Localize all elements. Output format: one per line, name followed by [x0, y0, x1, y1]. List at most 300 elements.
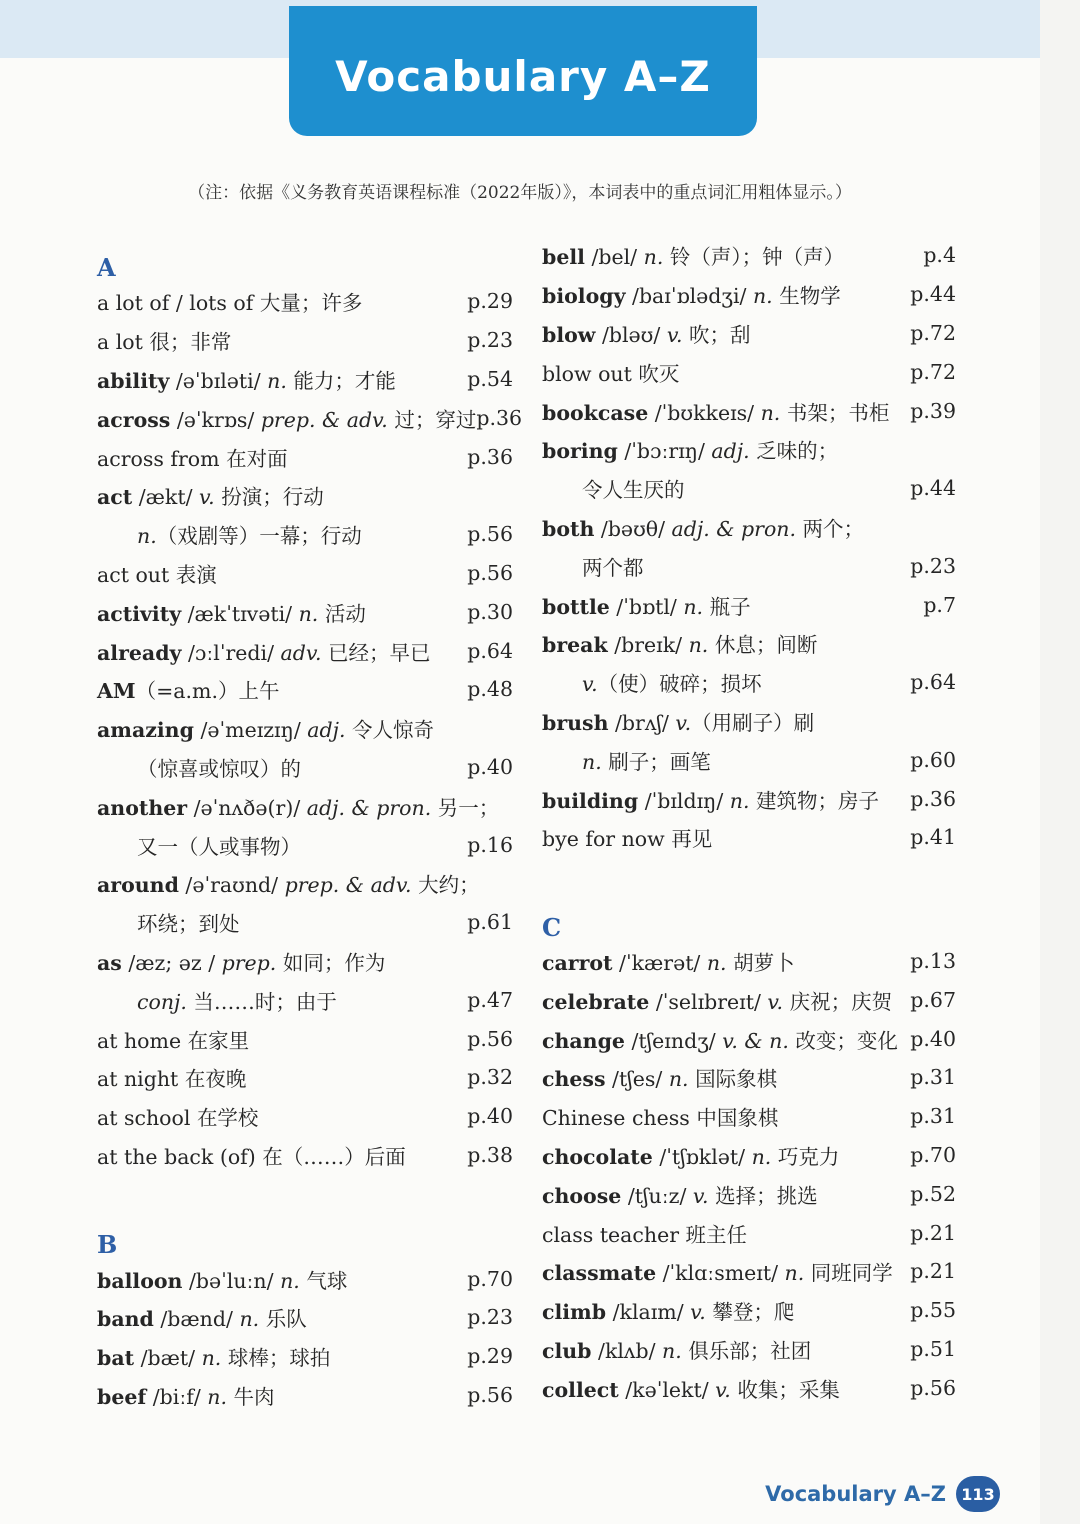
- definition: 两个；: [796, 516, 865, 541]
- definition: 过；穿过: [387, 407, 477, 432]
- part-of-speech: n.: [706, 950, 727, 975]
- definition: 令人惊奇: [345, 718, 434, 743]
- page-number-badge: 113: [956, 1476, 1000, 1512]
- definition: at the back (of) 在（……）后面: [97, 1144, 406, 1169]
- headword: both: [542, 516, 595, 541]
- page-ref: p.64: [910, 670, 956, 695]
- definition: at school 在学校: [97, 1106, 259, 1131]
- entry-continuation: [97, 903, 513, 942]
- page-ref: p.32: [467, 1065, 513, 1090]
- headword: as: [97, 950, 122, 975]
- headword: AM: [97, 679, 136, 704]
- definition: 攀登；爬: [705, 1300, 795, 1325]
- phonetic: /tʃeɪndʒ/: [624, 1028, 723, 1053]
- headword: choose: [542, 1183, 622, 1208]
- definition: 又一（人或事物）: [137, 834, 301, 859]
- part-of-speech: n.: [582, 749, 602, 774]
- headword: classmate: [542, 1261, 657, 1286]
- vocab-entry: [97, 321, 513, 360]
- vocab-entry: [542, 236, 956, 275]
- phonetic: /ˈbɒtl/: [609, 594, 684, 619]
- definition: 乐队: [259, 1307, 307, 1332]
- definition: 如同；作为: [276, 950, 386, 975]
- entry-text: [542, 1256, 893, 1286]
- vocab-entry: [542, 508, 956, 547]
- vocab-entry: [97, 398, 523, 437]
- headword: bell: [542, 245, 585, 270]
- page-ref: p.72: [910, 359, 956, 384]
- headword: chess: [542, 1067, 606, 1092]
- page-ref: p.13: [910, 948, 956, 973]
- page-ref: p.70: [910, 1142, 956, 1167]
- definition: 改变；变化: [788, 1028, 898, 1053]
- entry-text: [542, 279, 841, 309]
- entry-text: [542, 434, 838, 464]
- part-of-speech: n.: [280, 1268, 300, 1293]
- entry-text: [542, 473, 685, 503]
- page-ref: p.56: [467, 560, 513, 585]
- part-of-speech: adj.: [711, 439, 750, 464]
- vocab-entry: [542, 818, 956, 857]
- entry-text: [97, 442, 288, 472]
- part-of-speech: v.: [199, 485, 215, 510]
- phonetic: /ækˈtɪvəti/: [181, 601, 299, 626]
- entry-text: [97, 403, 476, 433]
- phonetic: /baɪˈɒlədʒi/: [625, 284, 753, 309]
- page-ref: p.23: [467, 328, 513, 353]
- vocab-entry: [542, 702, 956, 741]
- page-ref: p.38: [467, 1142, 513, 1167]
- definition: 牛肉: [227, 1384, 275, 1409]
- definition: 当……时；由于: [186, 989, 337, 1014]
- vocab-entry: [542, 314, 956, 353]
- headword: bat: [97, 1346, 135, 1371]
- definition: 环绕；到处: [137, 912, 240, 937]
- phonetic: /bəˈluːn/: [182, 1268, 281, 1293]
- vocab-entry: [97, 1058, 513, 1097]
- entry-text: [542, 240, 844, 270]
- entry-text: [97, 636, 431, 666]
- definition: Chinese chess 中国象棋: [542, 1106, 779, 1131]
- page-ref: p.72: [910, 320, 956, 345]
- headword: brush: [542, 710, 609, 735]
- vocab-entry: [97, 437, 513, 476]
- vocab-entry: [542, 1019, 956, 1058]
- phonetic: /ˈklɑːsmeɪt/: [656, 1261, 785, 1286]
- entry-text: [542, 706, 814, 736]
- headword: building: [542, 788, 639, 813]
- definition: a lot 很；非常: [97, 330, 232, 355]
- entry-text: [97, 1024, 249, 1054]
- section-gap: [97, 1174, 513, 1213]
- page-ref: p.21: [910, 1259, 956, 1284]
- page-ref: p.55: [910, 1298, 956, 1323]
- phonetic: /əˈraʊnd/: [178, 873, 285, 898]
- part-of-speech: n.: [239, 1307, 260, 1332]
- headword: act: [97, 485, 133, 510]
- entry-text: [542, 1024, 898, 1054]
- vocab-entry: [97, 670, 513, 709]
- page-ref: p.47: [467, 987, 513, 1012]
- entry-text: [97, 674, 279, 704]
- headword: boring: [542, 439, 618, 464]
- definition: （使）破碎；损坏: [597, 672, 762, 697]
- entry-text: [542, 1295, 794, 1325]
- part-of-speech: n.: [683, 594, 704, 619]
- entry-continuation: [97, 748, 513, 787]
- entry-text: [97, 286, 362, 316]
- phonetic: /ækt/: [132, 485, 200, 510]
- left-column: [97, 236, 523, 1414]
- phonetic: /bləʊ/: [595, 322, 667, 347]
- part-of-speech: n.: [760, 400, 781, 425]
- vocab-entry: [542, 430, 956, 469]
- entry-text: [542, 396, 889, 426]
- entry-text: [97, 868, 480, 898]
- phonetic: /ˈbɪldɪŋ/: [638, 788, 730, 813]
- vocab-entry: [542, 275, 956, 314]
- vocab-entry: [97, 592, 513, 631]
- definition: 铃（声）；钟（声）: [663, 245, 845, 270]
- entry-text: [542, 822, 712, 852]
- phonetic: /bæt/: [134, 1346, 202, 1371]
- vocab-entry: [97, 282, 513, 321]
- entry-text: [542, 318, 751, 348]
- page-ref: p.40: [467, 754, 513, 779]
- phonetic: /ˈselɪbreɪt/: [649, 989, 768, 1014]
- section-gap: [542, 857, 956, 896]
- page-ref: p.44: [910, 282, 956, 307]
- headword: bottle: [542, 594, 610, 619]
- vocab-entry: [542, 1330, 956, 1369]
- part-of-speech: conj.: [137, 989, 187, 1014]
- vocab-entry: [542, 1174, 956, 1213]
- part-of-speech: prep. & adv.: [284, 873, 412, 898]
- vocab-entry: [97, 786, 513, 825]
- page-ref: p.31: [910, 1104, 956, 1129]
- page-ref: p.39: [910, 398, 956, 423]
- entry-text: [97, 558, 217, 588]
- part-of-speech: v. & n.: [722, 1028, 789, 1053]
- definition: 胡萝卜: [726, 950, 795, 975]
- part-of-speech: n.: [207, 1384, 228, 1409]
- phonetic: /ˈkærət/: [612, 950, 707, 975]
- entry-text: [97, 1140, 406, 1170]
- entry-continuation: [97, 980, 513, 1019]
- vocab-entry: [97, 1298, 513, 1337]
- part-of-speech: n.: [668, 1067, 689, 1092]
- entry-text: [542, 512, 864, 542]
- definition: act out 表演: [97, 562, 217, 587]
- definition: 能力；才能: [286, 368, 396, 393]
- entry-text: [542, 1218, 747, 1248]
- entry-text: [97, 830, 301, 860]
- entry-text: [542, 357, 679, 387]
- part-of-speech: n.: [729, 788, 750, 813]
- vocab-entry: [97, 1337, 513, 1376]
- part-of-speech: n.: [201, 1346, 222, 1371]
- vocab-entry: [97, 631, 513, 670]
- section-letter-row: [97, 236, 513, 282]
- definition: a lot of / lots of 大量；许多: [97, 291, 363, 316]
- headword: collect: [542, 1377, 619, 1402]
- entry-text: [97, 1302, 307, 1332]
- part-of-speech: prep.: [221, 950, 277, 975]
- phonetic: /breɪk/: [607, 633, 689, 658]
- definition: class teacher 班主任: [542, 1222, 748, 1247]
- headword: biology: [542, 284, 626, 309]
- page-ref: p.54: [467, 366, 513, 391]
- page-ref: p.4: [923, 243, 956, 268]
- part-of-speech: adj. & pron.: [306, 795, 432, 820]
- entry-text: [542, 667, 762, 697]
- phonetic: /æz; əz /: [121, 950, 222, 975]
- entry-text: [542, 1179, 818, 1209]
- entry-text: [97, 364, 396, 394]
- page-ref: p.40: [910, 1026, 956, 1051]
- headword: balloon: [97, 1268, 183, 1293]
- vocab-entry: [542, 1136, 956, 1175]
- phonetic: /bəʊθ/: [594, 516, 672, 541]
- page-ref: p.56: [467, 1382, 513, 1407]
- page-ref: p.41: [910, 825, 956, 850]
- definition: 同班同学: [804, 1261, 893, 1286]
- vocab-entry: [542, 779, 956, 818]
- definition: 大约；: [411, 873, 480, 898]
- definition: 乏味的；: [749, 439, 839, 464]
- page-ref: p.70: [467, 1266, 513, 1291]
- headword: carrot: [542, 950, 613, 975]
- page-ref: p.7: [923, 592, 956, 617]
- headword: blow: [542, 322, 596, 347]
- headword: climb: [542, 1300, 607, 1325]
- part-of-speech: n.: [751, 1144, 772, 1169]
- phonetic: /ˈbʊkkeɪs/: [648, 400, 761, 425]
- headword: ability: [97, 368, 170, 393]
- phonetic: /ˈtʃɒklət/: [652, 1144, 752, 1169]
- vocab-entry: [542, 1368, 956, 1407]
- page-ref: p.23: [467, 1305, 513, 1330]
- definition: （=a.m.）上午: [135, 679, 280, 704]
- part-of-speech: v.: [675, 710, 692, 735]
- definition: 吹；刮: [682, 322, 751, 347]
- page-ref: p.29: [467, 1344, 513, 1369]
- vocab-entry: [97, 1097, 513, 1136]
- part-of-speech: n.: [643, 245, 664, 270]
- definition: （用刷子）刷: [691, 710, 815, 735]
- page-ref: p.36: [467, 444, 513, 469]
- part-of-speech: adv.: [280, 640, 322, 665]
- headword: bookcase: [542, 400, 649, 425]
- definition: at night 在夜晚: [97, 1067, 247, 1092]
- definition: 另一；: [431, 795, 500, 820]
- part-of-speech: n.: [752, 284, 773, 309]
- part-of-speech: n.: [784, 1261, 805, 1286]
- entry-text: [542, 1101, 778, 1131]
- section-letter: C: [542, 912, 562, 942]
- phonetic: /əˈkrɒs/: [170, 407, 261, 432]
- entry-text: [97, 907, 240, 937]
- phonetic: /əˈbɪləti/: [169, 368, 268, 393]
- phonetic: /kəˈlekt/: [618, 1377, 716, 1402]
- page-ref: p.44: [910, 476, 956, 501]
- definition: 扮演；行动: [214, 485, 324, 510]
- page-ref: p.60: [910, 747, 956, 772]
- definition: across from 在对面: [97, 446, 288, 471]
- vocab-entry: [97, 1136, 513, 1175]
- vocab-entry: [542, 1213, 956, 1252]
- page-ref: p.67: [910, 987, 956, 1012]
- headword: break: [542, 633, 608, 658]
- headword: amazing: [97, 718, 194, 743]
- phonetic: /ɔːlˈredi/: [181, 640, 281, 665]
- entry-text: [542, 1140, 839, 1170]
- page-ref: p.23: [910, 553, 956, 578]
- entry-text: [97, 946, 385, 976]
- entry-text: [542, 590, 751, 620]
- phonetic: /əˈnʌðə(r)/: [187, 795, 307, 820]
- definition: 休息；间断: [708, 633, 818, 658]
- section-letter-row: [97, 1213, 513, 1259]
- definition: 球棒；球拍: [221, 1346, 331, 1371]
- right-column: [542, 236, 956, 1407]
- page-ref: p.52: [910, 1181, 956, 1206]
- page-ref: p.21: [910, 1220, 956, 1245]
- definition: bye for now 再见: [542, 827, 713, 852]
- definition: 收集；采集: [730, 1377, 840, 1402]
- part-of-speech: n.: [298, 601, 319, 626]
- vocab-entry: [97, 864, 513, 903]
- part-of-speech: n.: [137, 524, 157, 549]
- entry-continuation: [542, 663, 956, 702]
- definition: 庆祝；庆贺: [783, 989, 893, 1014]
- entry-text: [97, 791, 499, 821]
- vocab-entry: [97, 554, 513, 593]
- phonetic: /brʌʃ/: [608, 710, 676, 735]
- definition: 刷子；画笔: [601, 749, 711, 774]
- entry-text: [542, 985, 892, 1015]
- entry-text: [97, 1264, 347, 1294]
- phonetic: /əˈmeɪzɪŋ/: [193, 718, 308, 743]
- part-of-speech: prep. & adv.: [260, 407, 388, 432]
- vocab-entry: [97, 1376, 513, 1415]
- phonetic: /biːf/: [146, 1384, 208, 1409]
- entry-text: [542, 946, 795, 976]
- vocab-entry: [542, 1058, 956, 1097]
- definition: 气球: [299, 1268, 348, 1293]
- entry-continuation: [542, 546, 956, 585]
- section-letter: B: [97, 1230, 118, 1260]
- entry-text: [542, 784, 879, 814]
- vocab-entry: [542, 391, 956, 430]
- phonetic: /klʌb/: [591, 1338, 663, 1363]
- page-ref: p.29: [467, 289, 513, 314]
- section-letter: A: [97, 253, 116, 282]
- vocab-entry: [97, 476, 513, 515]
- page-edge: [1040, 0, 1080, 1524]
- headword: celebrate: [542, 989, 650, 1014]
- vocab-entry: [542, 1097, 956, 1136]
- page-ref: p.36: [910, 786, 956, 811]
- entry-text: [97, 519, 362, 549]
- part-of-speech: n.: [688, 633, 709, 658]
- entry-text: [97, 325, 231, 355]
- entry-text: [97, 1101, 258, 1131]
- vocab-entry: [97, 360, 513, 399]
- footer-title: Vocabulary A–Z: [765, 1482, 946, 1506]
- page-ref: p.64: [467, 638, 513, 663]
- vocab-entry: [542, 980, 956, 1019]
- definition: （戏剧等）一幕；行动: [156, 524, 362, 549]
- page-ref: p.56: [467, 522, 513, 547]
- header-tab: [289, 6, 757, 136]
- definition: 国际象棋: [688, 1067, 778, 1092]
- definition: 两个都: [582, 555, 644, 580]
- headword: activity: [97, 601, 182, 626]
- part-of-speech: adj. & pron.: [671, 516, 797, 541]
- entry-text: [542, 551, 644, 581]
- headword: beef: [97, 1384, 147, 1409]
- page-ref: p.61: [467, 910, 513, 935]
- entry-text: [97, 1341, 330, 1371]
- entry-text: [97, 1380, 275, 1410]
- entry-text: [97, 985, 337, 1015]
- page-title: Vocabulary A–Z: [335, 51, 711, 101]
- definition: 令人生厌的: [582, 478, 685, 503]
- definition: （惊喜或惊叹）的: [137, 756, 301, 781]
- headword: across: [97, 407, 171, 432]
- definition: 巧克力: [771, 1144, 840, 1169]
- headword: around: [97, 873, 179, 898]
- headword: chocolate: [542, 1144, 653, 1169]
- page-ref: p.30: [467, 599, 513, 624]
- headword: band: [97, 1307, 154, 1332]
- entry-text: [97, 480, 324, 510]
- phonetic: /ˈbɔːrɪŋ/: [617, 439, 712, 464]
- page-ref: p.56: [467, 1026, 513, 1051]
- part-of-speech: v.: [582, 672, 598, 697]
- part-of-speech: v.: [692, 1183, 709, 1208]
- entry-text: [542, 1334, 811, 1364]
- vocab-entry: [542, 1252, 956, 1291]
- headword: club: [542, 1338, 592, 1363]
- entry-text: [97, 713, 434, 743]
- definition: 瓶子: [703, 594, 751, 619]
- entry-text: [97, 752, 301, 782]
- part-of-speech: v.: [690, 1300, 706, 1325]
- page-ref: p.51: [910, 1336, 956, 1361]
- headword: another: [97, 795, 188, 820]
- part-of-speech: v.: [666, 322, 683, 347]
- definition: 选择；挑选: [708, 1183, 818, 1208]
- entry-text: [542, 745, 711, 775]
- part-of-speech: v.: [767, 989, 784, 1014]
- entry-text: [542, 1062, 777, 1092]
- phonetic: /tʃuːz/: [621, 1183, 693, 1208]
- part-of-speech: adj.: [307, 718, 346, 743]
- page-ref: p.31: [910, 1065, 956, 1090]
- phonetic: /tʃes/: [605, 1067, 669, 1092]
- definition: blow out 吹灭: [542, 361, 680, 386]
- vocab-entry: [97, 942, 513, 981]
- vocab-entry: [542, 624, 956, 663]
- phonetic: /bænd/: [153, 1307, 240, 1332]
- entry-continuation: [97, 825, 513, 864]
- phonetic: /bel/: [584, 245, 644, 270]
- page-ref: p.40: [467, 1104, 513, 1129]
- page-ref: p.36: [476, 405, 523, 430]
- entry-text: [542, 628, 817, 658]
